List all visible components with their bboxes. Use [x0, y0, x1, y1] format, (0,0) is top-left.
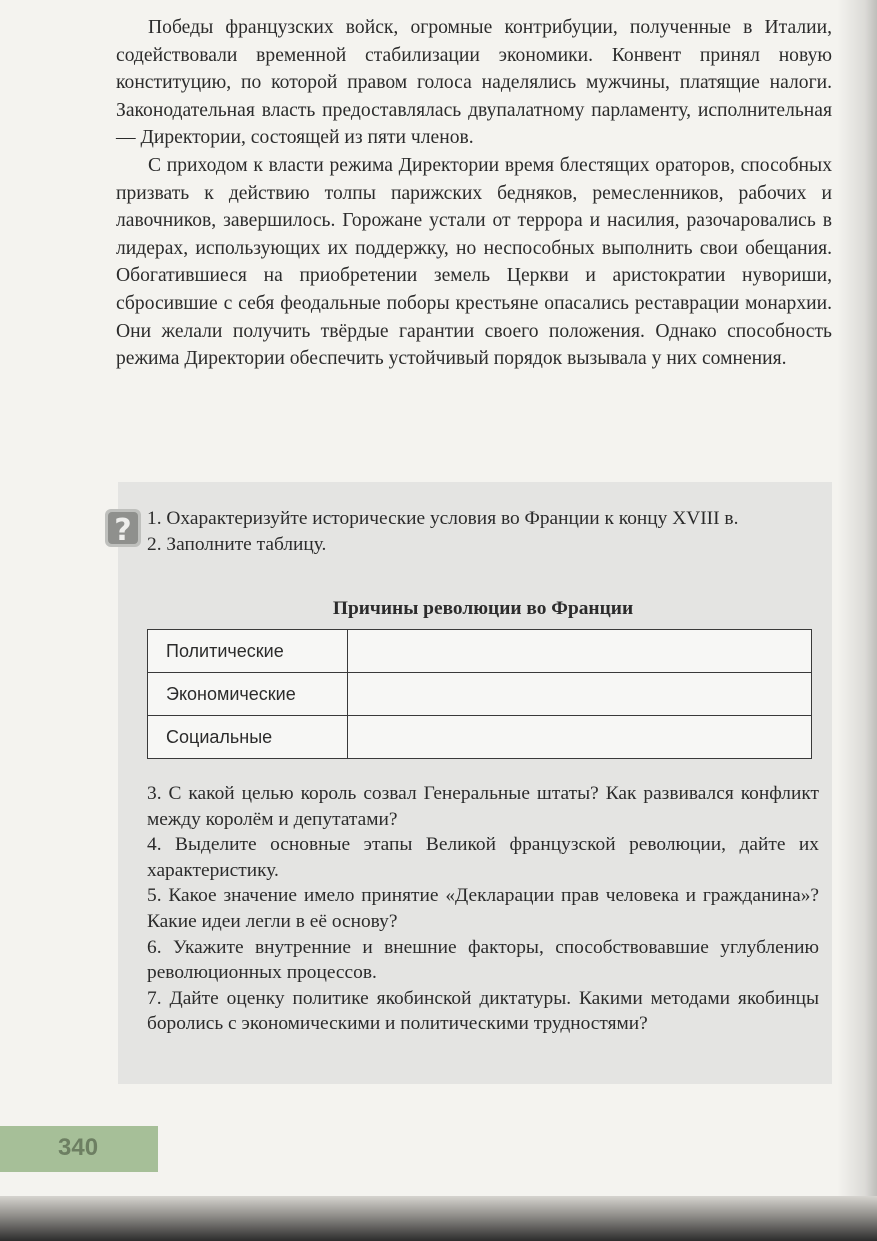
paragraph-1: Победы французских войск, огромные контрибуции, полученные в Италии, содействовали временной стабилизации экономики. Конвент принял новую конституцию, по которой правом голоса наделялись мужчины, платящие налоги. Законодательная власть предоставлялась двупалатному парламенту, исполнительная — Директории, состоящей из пяти членов. — [116, 17, 832, 149]
questions-list-top — [147, 506, 819, 557]
causes-table — [147, 629, 812, 759]
question-6: 6. Укажите внутренние и внешние факторы, способствовавшие углублению революционных процессов. — [147, 936, 819, 984]
question-3: 3. С какой целью король созвал Генеральные штаты? Как развивался конфликт между королём и депутатами? — [147, 783, 819, 830]
table-row-value — [348, 716, 812, 759]
question-2: 2. Заполните таблицу. — [147, 533, 327, 555]
table-row-value — [348, 630, 812, 673]
question-5: 5. Какое значение имело принятие «Декларации прав человека и гражданина»? Какие идеи легли в её основу? — [147, 885, 819, 932]
table-row-label: Экономические — [148, 673, 348, 716]
table-caption: Причины революции во Франции — [332, 598, 634, 619]
table-row — [148, 673, 812, 716]
paragraph-2: С приходом к власти режима Директории время блестящих ораторов, способных призвать к действию толпы парижских бедняков, ремесленников, рабочих и лавочников, завершилось. Горожане устали от террора и насилия, разочаровались в лидерах, использующих их поддержку, но неспособных выполнить свои обещания. Обогатившиеся на приобретении земель Церкви и аристократии нувориши, сбросившие с себя феодальные поборы крестьяне опасались реставрации монархии. Они желали получить твёрдые гарантии своего положения. Однако способность режима Директории обеспечить устойчивый порядок вызывала у них сомнения. — [116, 154, 832, 370]
table-row-value — [348, 673, 812, 716]
question-7: 7. Дайте оценку политике якобинской диктатуры. Какими методами якобинцы боролись с экономическими и политическими трудностями? — [147, 987, 819, 1035]
table-row — [148, 630, 812, 673]
questions-list-bottom — [147, 781, 819, 1037]
table-row-label: Политические — [148, 630, 348, 673]
question-4: 4. Выделите основные этапы Великой французской революции, дайте их характеристику. — [147, 834, 819, 881]
table-row-label: Социальные — [148, 716, 348, 759]
table-row — [148, 716, 812, 759]
page-number: 340 — [58, 1134, 99, 1161]
question-mark-icon — [103, 507, 143, 549]
scan-edge-shadow — [837, 0, 877, 1241]
svg-text:?: ? — [114, 513, 132, 548]
scan-bottom-edge — [0, 1196, 877, 1241]
main-text — [116, 14, 832, 373]
question-1: 1. Охарактеризуйте исторические условия во Франции к концу XVIII в. — [147, 508, 739, 529]
